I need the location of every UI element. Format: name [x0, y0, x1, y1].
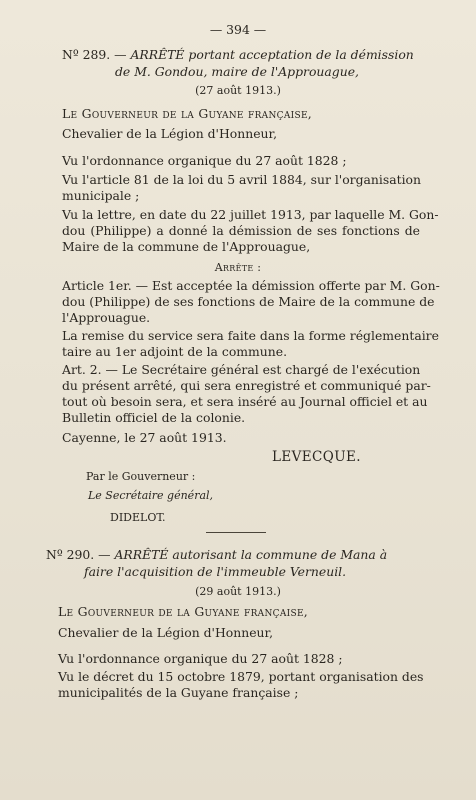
par-le-gouverneur: Par le Gouverneur : [86, 470, 196, 483]
decree-number: Nº 289. [62, 47, 111, 62]
governor-title: Le Gouverneur de la Guyane française, [58, 604, 309, 619]
governor-title: Le Gouverneur de la Guyane française, [62, 106, 313, 121]
remise-line2: taire au 1er adjoint de la commune. [62, 344, 288, 359]
vu-ordonnance: Vu l'ordonnance organique du 27 août 1828 ; [62, 153, 347, 168]
vu-lettre-line3: Maire de la commune de l'Approuague, [62, 239, 311, 254]
vu-decret-line1: Vu le décret du 15 octobre 1879, portant organisation des [58, 669, 424, 684]
decree-date: (29 août 1913.) [195, 585, 281, 598]
arrete-heading: Arrête : [214, 261, 262, 274]
vu-lettre-line1: Vu la lettre, en date du 22 juillet 1913, par laquelle M. Gon- [62, 207, 439, 222]
decree-title-line2: de M. Gondou, maire de l'Approuague, [115, 64, 359, 79]
article1-line2: dou (Philippe) de ses fonctions de Maire de la commune de [62, 294, 435, 309]
separator-rule [206, 532, 266, 533]
secretaire-general: Le Secrétaire général, [88, 489, 214, 502]
article2-line1: Art. 2. — Le Secrétaire général est chargé de l'exécution [62, 362, 421, 377]
article1-line1: Article 1er. — Est acceptée la démission offerte par M. Gon- [62, 278, 440, 293]
signature: LEVECQUE. [272, 449, 361, 465]
decree-title: — ARRÊTÉ autorisant la commune de Mana à [98, 547, 388, 562]
secretaire-name: DIDELOT. [110, 511, 166, 524]
decree-289-heading [62, 47, 414, 62]
place-date: Cayenne, le 27 août 1913. [62, 430, 227, 445]
decree-date: (27 août 1913.) [195, 84, 281, 97]
governor-honor: Chevalier de la Légion d'Honneur, [58, 625, 274, 640]
vu-lettre-line2: dou (Philippe) a donné la démission de ses fonctions de [62, 223, 420, 238]
article2-line4: Bulletin officiel de la colonie. [62, 410, 246, 425]
decree-number: Nº 290. [46, 547, 95, 562]
article1-line3: l'Approuague. [62, 310, 151, 325]
article2-line3: tout où besoin sera, et sera inséré au Journal officiel et au [62, 394, 428, 409]
decree-title: — ARRÊTÉ portant acceptation de la démission [114, 47, 414, 62]
vu-decret-line2: municipalités de la Guyane française ; [58, 685, 299, 700]
decree-title-line2: faire l'acquisition de l'immeuble Verneuil. [84, 564, 347, 579]
article2-line2: du présent arrêté, qui sera enregistré et communiqué par- [62, 378, 431, 393]
vu-article-line2: municipale ; [62, 188, 140, 203]
vu-ordonnance: Vu l'ordonnance organique du 27 août 1828 ; [58, 651, 343, 666]
page-number: — 394 — [209, 22, 267, 37]
governor-honor: Chevalier de la Légion d'Honneur, [62, 126, 278, 141]
vu-article-line1: Vu l'article 81 de la loi du 5 avril 1884, sur l'organisation [62, 172, 421, 187]
decree-290-heading [46, 547, 387, 562]
remise-line1: La remise du service sera faite dans la forme réglementaire [62, 328, 439, 343]
